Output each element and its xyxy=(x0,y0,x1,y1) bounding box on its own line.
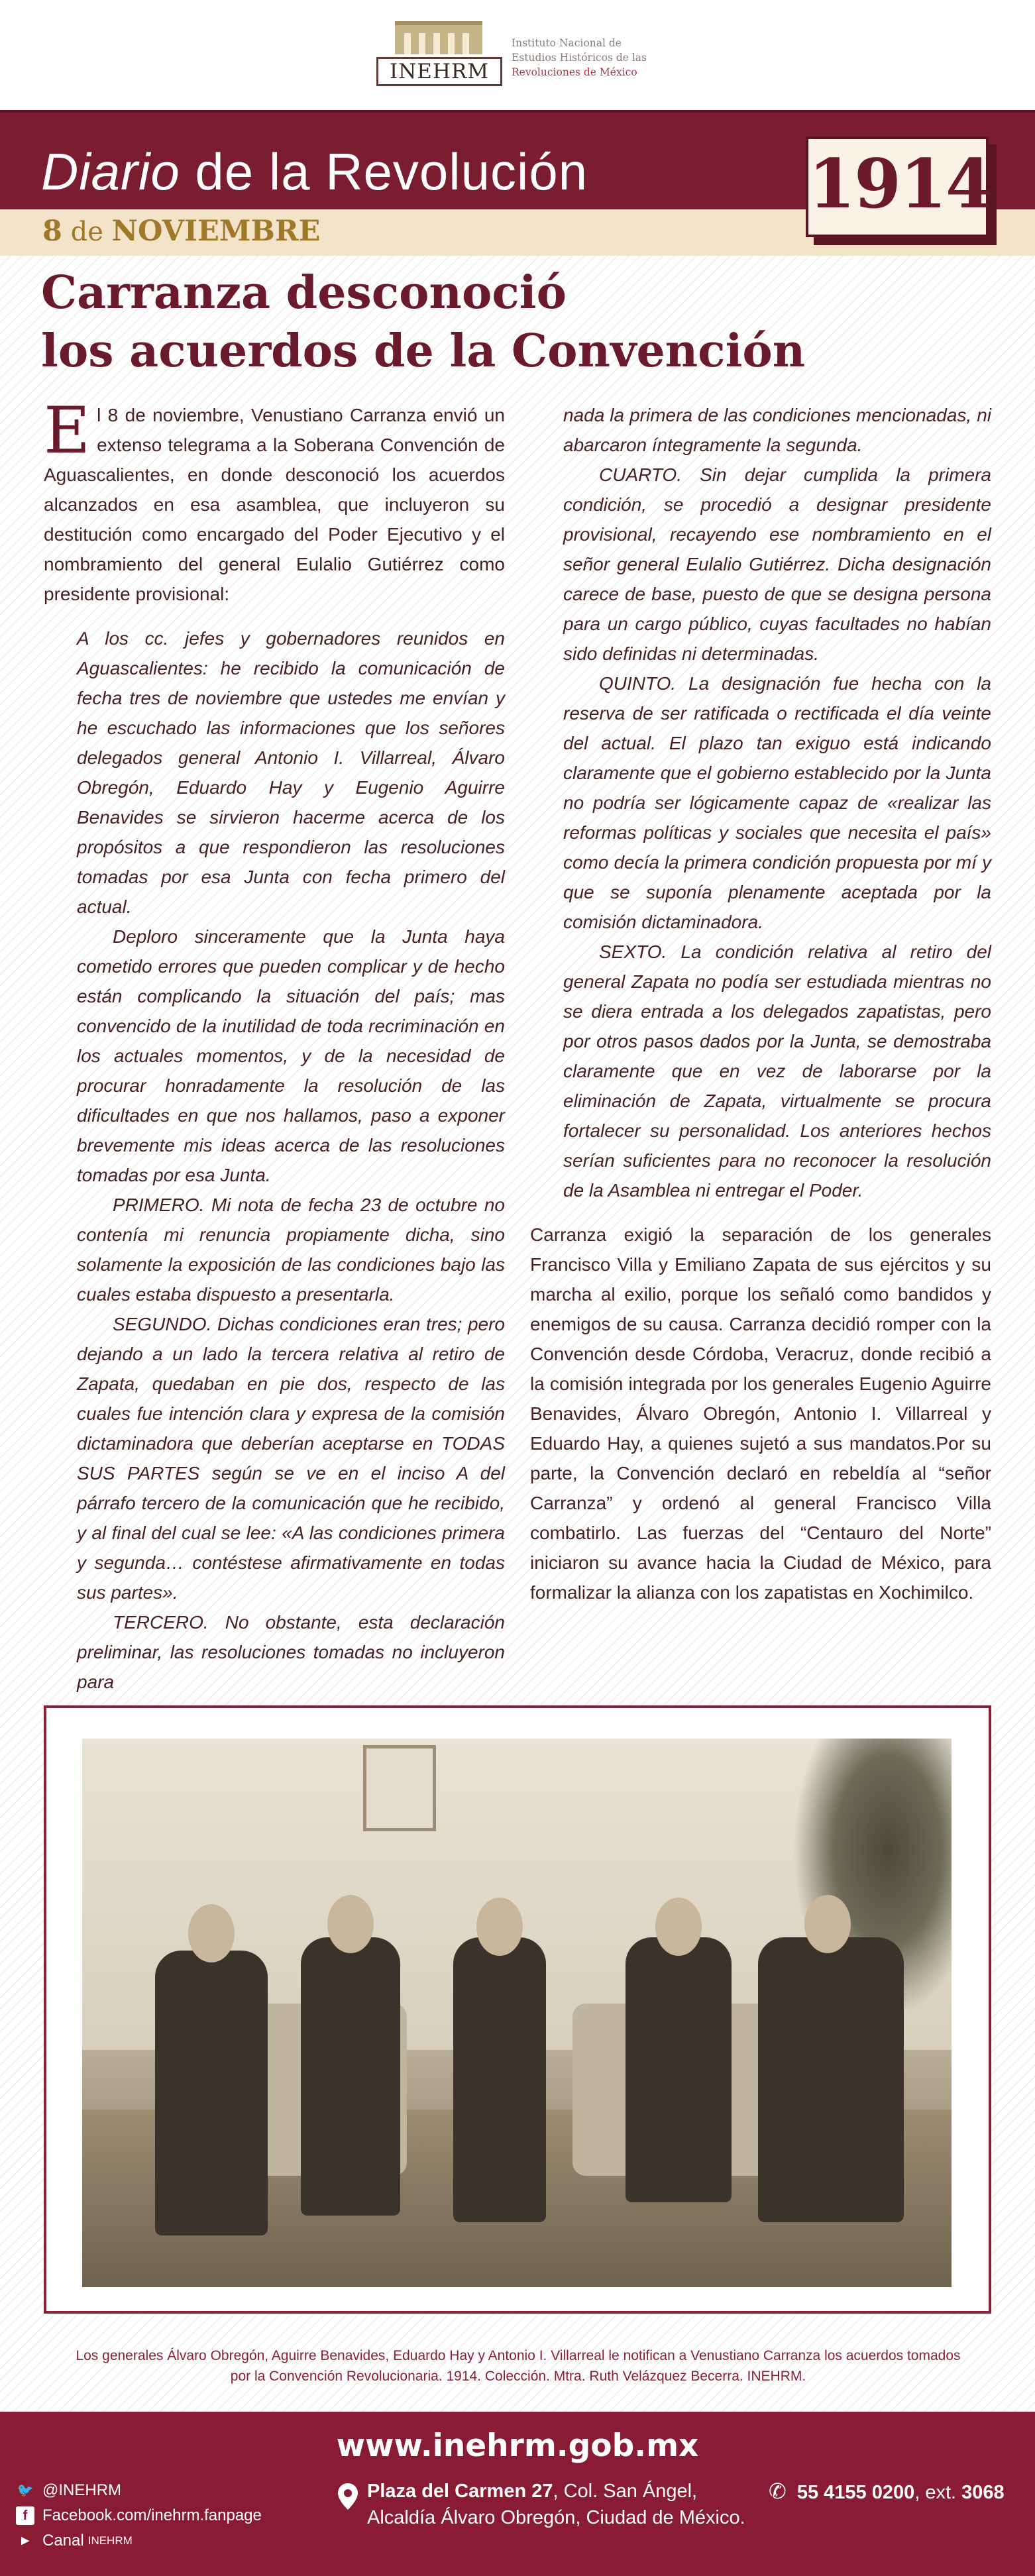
intro-paragraph xyxy=(44,394,505,609)
headline-line2: los acuerdos de la Convención xyxy=(41,325,806,378)
address xyxy=(338,2478,745,2531)
quote-paragraph-6: CUARTO. Sin dejar cumplida la primera condición, se procedió a designar presidente provisional, recayendo ese nombramiento en el señor general Eulalio Gutiérrez. Dicha designación carece de base, puesto de que se designa persona para un cargo público, cuyas facultades no habían sido definidas ni determinadas. xyxy=(563,464,991,664)
closing-paragraph: Carranza exigió la separación de los generales Francisco Villa y Emiliano Zapata de sus ejércitos y su marcha al exilio, porque los señaló como bandidos y enemigos de su causa. Carranza decidió romper con la Convención desde Córdoba, Veracruz, donde recibió a la comisión integrada por los generales Eugenio Aguirre Benavides, Álvaro Obregón, Antonio I. Villarreal y Eduardo Hay, a quienes sujetó a sus mandatos.Por su parte, la Convención declaró en rebeldía al “señor Carranza” y ordenó al general Francisco Villa combatirlo. Las fuerzas del “Centauro del Norte” iniciaron su avance hacia la Ciudad de México, para formalizar la alianza con los zapatistas en Xochimilco. xyxy=(530,1224,991,1603)
wall-picture xyxy=(363,1745,436,1831)
year-box xyxy=(806,136,989,237)
footer xyxy=(0,2412,1035,2576)
article-headline xyxy=(41,264,836,380)
location-pin-icon xyxy=(338,2483,358,2510)
youtube-link[interactable] xyxy=(16,2528,262,2553)
youtube-channel: INEHRM xyxy=(87,2534,133,2547)
headline-line1: Carranza desconoció xyxy=(41,266,567,319)
quote-paragraph-7: QUINTO. La designación fue hecha con la reserva de ser ratificada o rectificada el día veinte del actual. El plazo tan exiguo está indicando claramente que el gobierno establecido por la Junta no podría ser lógicamente capaz de «realizar las reformas políticas y sociales que necesita el país» como decía la primera condición propuesta por mí y que se suponía plenamente aceptada por la comisión dictaminadora. xyxy=(563,673,991,932)
quote-paragraph-5-cont: nada la primera de las condiciones mencionadas, ni abarcaron íntegramente la segunda. xyxy=(563,405,991,455)
quote-paragraph-1: A los cc. jefes y gobernadores reunidos en Aguascalientes: he recibido la comunicación de fecha tres de noviembre que ustedes me envían y he escuchado las informaciones que los señores delegados general Antonio I. Villarreal, Álvaro Obregón, Eduardo Hay y Eugenio Aguirre Benavides se sirvieron hacerme acerca de los propósitos a que respondieron las resoluciones tomadas por esa Junta con fecha primero del actual. xyxy=(77,628,505,917)
caption-line1: Los generales Álvaro Obregón, Aguirre Benavides, Eduardo Hay y Antonio I. Villarreal le notifican a Venustiano Carranza los acuerdos tomados xyxy=(76,2348,961,2363)
phone-ext: 3068 xyxy=(961,2482,1005,2503)
building-icon xyxy=(395,21,482,54)
youtube-icon: ▶ xyxy=(21,2535,29,2546)
quote-paragraph-4: SEGUNDO. Dichas condiciones eran tres; pero dejando a un lado la tercera relativa al retiro de Zapata, quedaban en pie dos, respecto de las cuales fue intención clara y expresa de la comisión dictaminadora que deberían aceptarse en TODAS SUS PARTES según se ve en el inciso A del párrafo tercero de la comunicación que he recibido, y al final del cual se lee: «A las condiciones primera y segunda… contéstese afirmativamente en todas sus partes». xyxy=(77,1314,505,1603)
date-label xyxy=(42,215,320,248)
phone-icon: ✆ xyxy=(769,2479,787,2503)
quote-paragraph-8: SEXTO. La condición relativa al retiro del general Zapata no podía ser estudiada mientras no se diera entrada a los delegados zapatistas, pero por otros pasos dados por la Junta, se demostraba claramente que en vez de laborarse por la eliminación de Zapata, virtualmente se procura fortalecer su personalidad. Los anteriores hechos serían suficientes para no reconocer la resolución de la Asamblea ni entregar el Poder. xyxy=(563,941,991,1201)
twitter-link[interactable] xyxy=(16,2478,262,2503)
logo-header xyxy=(0,0,1035,110)
series-title-rest: de la Revolución xyxy=(180,142,588,201)
year-label: 1914 xyxy=(808,144,991,224)
date-month: NOVIEMBRE xyxy=(111,215,321,248)
phone-ext-label: , ext. xyxy=(914,2482,962,2503)
twitter-handle: @INEHRM xyxy=(42,2481,122,2499)
drop-cap: E xyxy=(44,394,91,468)
address-line2: Alcaldía Álvaro Obregón, Ciudad de México. xyxy=(367,2507,745,2528)
quote-paragraph-2: Deploro sinceramente que la Junta haya cometido errores que pueden complicar y de hecho están complicando la situación del país; mas convencido de la inutilidad de toda recriminación en los actuales momentos, y de la necesidad de procurar honradamente la resolución de las dificultades en que nos hallamos, paso a exponer brevemente mis ideas acerca de las resoluciones tomadas por esa Junta. xyxy=(77,926,505,1185)
phone-number: 55 4155 0200 xyxy=(796,2482,915,2503)
phone[interactable] xyxy=(769,2478,1005,2506)
address-colonia: , Col. San Ángel, xyxy=(553,2481,698,2502)
address-street: Plaza del Carmen 27 xyxy=(367,2481,553,2502)
date-de: de xyxy=(62,217,112,247)
series-title-italic: Diario xyxy=(41,142,180,201)
logo-name: INEHRM xyxy=(376,57,502,86)
quote-paragraph-3: PRIMERO. Mi nota de fecha 23 de octubre no contenía mi renuncia propiamente dicha, sino solamente la exposición de las condiciones bajo las cuales estaba dispuesto a presentarla. xyxy=(77,1195,505,1305)
facebook-icon: f xyxy=(16,2506,34,2525)
date-day: 8 xyxy=(42,215,62,248)
series-title xyxy=(41,142,588,202)
article-column-right xyxy=(530,400,991,1607)
photo-caption xyxy=(41,2345,995,2387)
website-link[interactable]: www.inehrm.gob.mx xyxy=(336,2428,699,2464)
historical-photo xyxy=(82,1739,952,2287)
quote-paragraph-5: TERCERO. No obstante, esta declaración preliminar, las resoluciones tomadas no incluyeron para xyxy=(77,1612,505,1692)
intro-text: l 8 de noviembre, Venustiano Carranza envió un extenso telegrama a la Soberana Convención de Aguascalientes, en donde desconoció los acuerdos alcanzados en esa asamblea, que incluyeron su destitución como encargado del Poder Ejecutivo y el nombramiento del general Eulalio Gutiérrez como presidente provisional: xyxy=(44,405,505,604)
social-links xyxy=(16,2478,262,2553)
facebook-link[interactable] xyxy=(16,2503,262,2528)
logo-sub-line2: Estudios Históricos de las xyxy=(512,52,647,64)
logo-sub-line3: Revoluciones de México xyxy=(512,66,637,78)
twitter-icon: 🐦 xyxy=(17,2483,34,2498)
article-column-left xyxy=(44,394,505,1697)
inehrm-logo[interactable] xyxy=(376,19,502,85)
facebook-url: Facebook.com/inehrm.fanpage xyxy=(42,2506,262,2524)
caption-line2: por la Convención Revolucionaria. 1914. Colección. Mtra. Ruth Velázquez Becerra. INEHRM. xyxy=(230,2369,806,2384)
photo-frame xyxy=(44,1705,991,2314)
logo-sub-line1: Instituto Nacional de xyxy=(512,37,622,49)
youtube-label: Canal xyxy=(42,2532,84,2549)
logo-subtitle xyxy=(512,36,684,80)
